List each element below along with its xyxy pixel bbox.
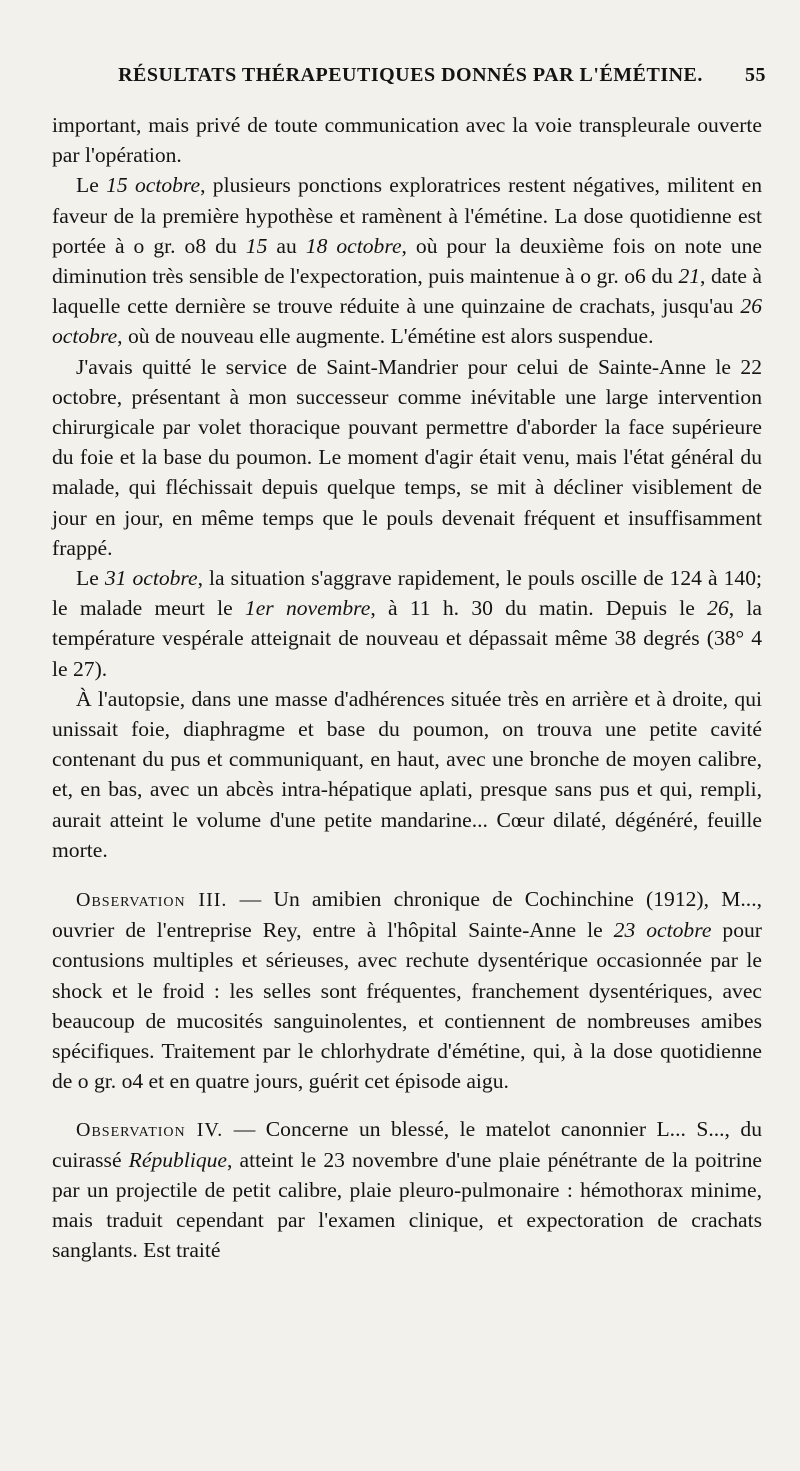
observation-4-label: Observation IV. <box>76 1118 224 1141</box>
paragraph-saint-mandrier: J'avais quitté le service de Saint-Mandrier pour celui de Sainte-Anne le 22 octobre, présentant à mon successeur comme inévitable une large intervention chirurgicale par volet thoracique pouvant permettre d'aborder la face supérieure du foie et la base du poumon. Le moment d'agir était venu, mais l'état général du malade, qui fléchissait depuis quelque temps, se mit à décliner visiblement de jour en jour, en même temps que le pouls devenait fréquent et insuffisamment frappé. <box>52 354 762 560</box>
running-header <box>86 64 766 87</box>
paragraph-31-octobre: Le 31 octobre, la situation s'aggrave rapidement, le pouls oscille de 124 à 140; le malade meurt le 1er novembre, à 11 h. 30 du matin. Depuis le 26, la température vespérale atteignait de nouveau et dépassait même 38 degrés (38° 4 le 27). <box>52 566 762 681</box>
observation-3: Observation III. — Un amibien chronique de Cochinchine (1912), M..., ouvrier de l'entreprise Rey, entre à l'hôpital Sainte-Anne le 23 octobre pour contusions multiples et sérieuses, avec rechute dysentérique occasionnée par le shock et le froid : les selles sont fréquentes, franchement dysentériques, avec beaucoup de mucosités sanguinolentes, et contiennent de nombreuses amibes spécifiques. Traitement par le chlorhydrate d'émétine, qui, à la dose quotidienne de o gr. o4 et en quatre jours, guérit cet épisode aigu. <box>52 887 763 1094</box>
observation-3-label: Observation III. <box>76 889 228 912</box>
page-number: 55 <box>745 64 766 86</box>
paragraph-autopsie: À l'autopsie, dans une masse d'adhérences située très en arrière et à droite, qui unissait foie, diaphragme et base du poumon, on trouva une petite cavité contenant du pus et communiquant, en haut, avec une bronche de moyen calibre, et, en bas, avec un abcès intra-hépatique aplati, presque sans pus et qui, rempli, aurait atteint le volume d'une petite mandarine... Cœur dilaté, dégénéré, feuille morte. <box>52 686 762 862</box>
paragraph-15-octobre: Le 15 octobre, plusieurs ponctions exploratrices restent négatives, militent en faveur de la première hypothèse et ramènent à l'émétine. La dose quotidienne est portée à o gr. o8 du 15 au 18 octobre, où pour la deuxième fois on note une diminution très sensible de l'expectoration, puis maintenue à o gr. o6 du 21, date à laquelle cette dernière se trouve réduite à une quinzaine de crachats, jusqu'au 26 octobre, où de nouveau elle augmente. L'émétine est alors suspendue. <box>52 173 763 349</box>
body-text <box>52 110 762 1266</box>
observation-4: Observation IV. — Concerne un blessé, le matelot canonnier L... S..., du cuirassé République, atteint le 23 novembre d'une plaie pénétrante de la poitrine par un projectile de petit calibre, plaie pleuro-pulmonaire : hémothorax minime, mais traduit cependant par l'examen clinique, et expectoration de crachats sanglants. Est traité <box>52 1116 762 1263</box>
running-title: RÉSULTATS THÉRAPEUTIQUES DONNÉS PAR L'ÉMÉTINE. <box>118 64 703 86</box>
paragraph-continuation: important, mais privé de toute communication avec la voie transpleurale ouverte par l'opération. <box>52 113 762 168</box>
